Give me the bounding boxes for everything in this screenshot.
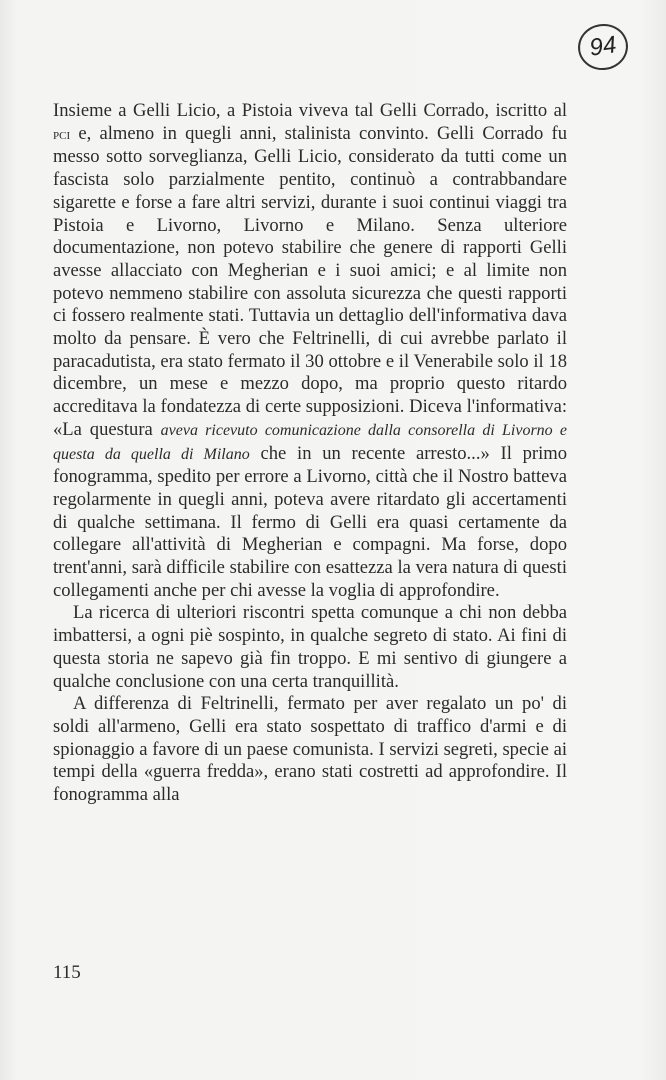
pci-abbreviation: pci bbox=[53, 126, 71, 143]
page-number: 115 bbox=[53, 962, 81, 983]
paragraph-1-part-c: che in un recente arresto...» Il primo fonogramma, spedito per errore a Livorno, città che il Nostro batteva regolarmente in quegli anni, poteva avere ritardato gli accertamenti di qualche settimana. Il fermo di Gelli era quasi certamente da collegare all'attività di Megherian e compagni. Ma forse, dopo trent'anni, sarà difficile stabilire con esattezza la vera natura di questi collegamenti anche per chi avesse la voglia di approfondire. bbox=[53, 442, 567, 601]
quoted-italic-text: aveva ricevuto comunicazione dalla consorella di Livorno e questa da quella di Milano bbox=[53, 421, 568, 463]
body-text bbox=[53, 100, 567, 807]
paragraph-1-part-b: e, almeno in quegli anni, stalinista convinto. Gelli Corrado fu messo sotto sorveglianza, Gelli Licio, considerato da tutti come un fascista solo parzialmente pentito, continuò a contrabbandare sigarette e forse a fare altri servizi, durante i suoi continui viaggi tra Pistoia e Livorno, Livorno e Milano. Senza ulteriore documentazione, non potevo stabilire che genere di rapporti Gelli avesse allacciato con Megherian e i suoi amici; e al limite non potevo nemmeno stabilire con assoluta sicurezza che questi rapporti ci fossero realmente stati. Tuttavia un dettaglio dell'informativa dava molto da pensare. È vero che Feltrinelli, di cui avrebbe parlato il paracadutista, era stato fermato il 30 ottobre e il Venerabile solo il 18 dicembre, un mese e mezzo dopo, ma proprio questo ritardo accreditava la fondatezza di certe supposizioni. Diceva l'informativa: «La questura bbox=[53, 122, 567, 440]
paragraph-1 bbox=[53, 100, 567, 602]
handwritten-page-stamp: 94 bbox=[575, 21, 631, 74]
paragraph-3: A differenza di Feltrinelli, fermato per aver regalato un po' di soldi all'armeno, Gelli era stato sospettato di traffico d'armi e di spionaggio a favore di un paese comunista. I servizi segreti, specie ai tempi della «guerra fredda», erano stati costretti ad approfondire. Il fonogramma alla bbox=[53, 693, 567, 806]
paragraph-1-part-a: Insieme a Gelli Licio, a Pistoia viveva tal Gelli Corrado, iscritto al bbox=[53, 100, 567, 121]
paragraph-2: La ricerca di ulteriori riscontri spetta comunque a chi non debba imbattersi, a ogni piè sospinto, in qualche segreto di stato. Ai fini di questa storia ne sapevo già fin troppo. E mi sentivo di giungere a qualche conclusione con una certa tranquillità. bbox=[53, 602, 567, 692]
